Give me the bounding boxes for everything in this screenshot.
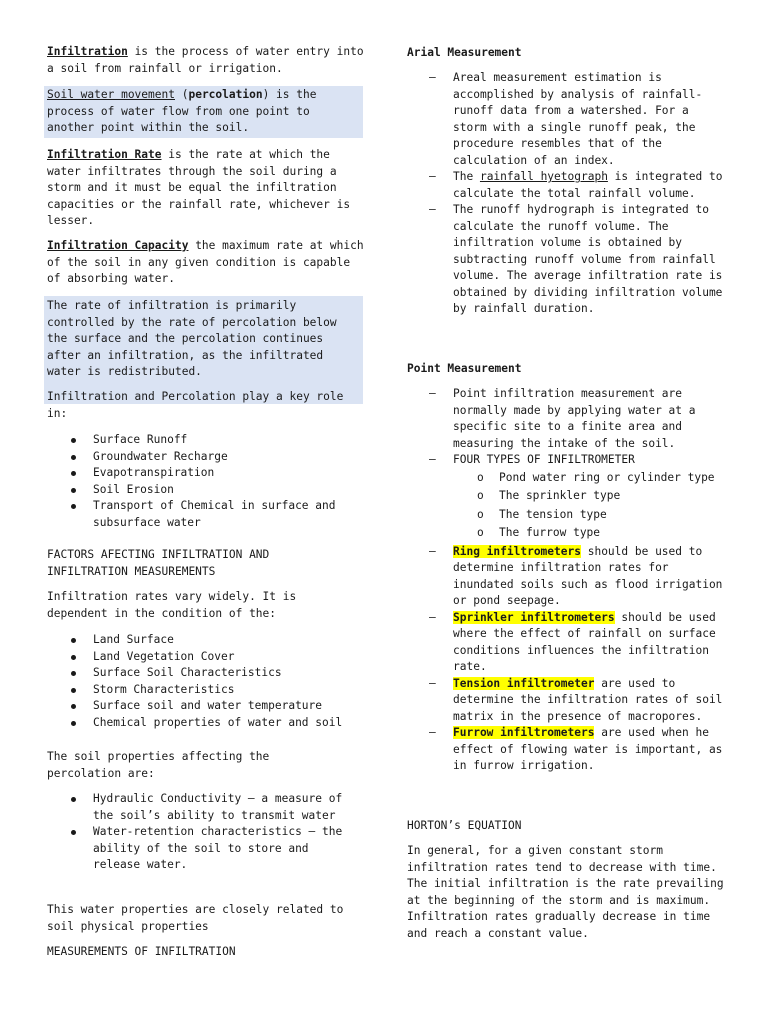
infiltration-capacity-definition: Infiltration Capacity the maximum rate at which of the soil in any given condition is capable of absorbing water. (47, 239, 364, 285)
list-item: Groundwater Recharge (47, 449, 365, 466)
highlight-sprinkler-infiltrometers: Sprinkler infiltrometers (453, 610, 615, 624)
measurements-heading: MEASUREMENTS OF INFILTRATION (47, 945, 236, 958)
term-soil-water-movement: Soil water movement (47, 88, 175, 101)
soil-properties-intro: The soil properties affecting the percolation are: (47, 750, 270, 780)
soil-properties-list (47, 791, 347, 874)
list-item: Land Surface (47, 632, 365, 649)
list-item: – The rainfall hyetograph is integrated to calculate the total rainfall volume. (407, 169, 725, 202)
term-rainfall-hyetograph: rainfall hyetograph (479, 170, 608, 183)
point-measurement-list (407, 386, 725, 775)
infiltrometer-types-list (453, 470, 725, 542)
highlight-furrow-infiltrometers: Furrow infiltrometers (453, 726, 595, 739)
list-item: – The runoff hydrograph is integrated to calculate the runoff volume. The infiltration volume is obtained by subtracting runoff volume from rainfall volume. The average infiltration rate is obtained by dividing infiltration volume by rainfall duration. (407, 202, 725, 318)
list-item: Soil Erosion (47, 482, 365, 499)
list-item: Water-retention characteristics – the ability of the soil to store and release water. (47, 824, 347, 874)
rate-of-infiltration-paragraph: The rate of infiltration is primarily controlled by the rate of percolation below the surface and the percolation continues after an infiltration, as the infiltrated water is redistributed. (47, 299, 337, 378)
factors-list (47, 632, 365, 731)
water-properties-paragraph: This water properties are closely related to soil physical properties (47, 903, 344, 933)
list-item: – Ring infiltrometers should be used to determine infiltration rates for inundated soils such as flood irrigation or pond seepage. (407, 544, 725, 610)
term-percolation: percolation (188, 88, 263, 101)
infiltrometer-types-label: FOUR TYPES OF INFILTROMETER (453, 453, 635, 466)
factors-heading: FACTORS AFECTING INFILTRATION AND INFILTRATION MEASUREMENTS (47, 548, 270, 578)
list-item: – Areal measurement estimation is accomplished by analysis of rainfall-runoff data from a watershed. For a storm with a single runoff peak, the procedure resembles that of the calculation of an index. (407, 70, 725, 169)
list-item: – Point infiltration measurement are normally made by applying water at a specific site to a finite area and measuring the intake of the soil. (407, 386, 725, 452)
rates-vary-paragraph: Infiltration rates vary widely. It is dependent in the condition of the: (47, 590, 297, 620)
highlight-tension-infiltrometer: Tension infiltrometer (453, 676, 595, 690)
list-item: Land Vegetation Cover (47, 649, 365, 666)
list-item: Evapotranspiration (47, 465, 365, 482)
hortons-equation-paragraph: In general, for a given constant storm infiltration rates tend to decrease with time. The initial infiltration is the rate prevailing at the beginning of the storm and is maximum. Infiltration rates gradually decrease in time and reach a constant value. (407, 844, 724, 940)
key-role-intro: Infiltration and Percolation play a key role in: (47, 390, 344, 420)
list-item (407, 452, 725, 542)
list-item: – Furrow infiltrometers are used when he effect of flowing water is important, as in furrow irrigation. (407, 725, 725, 775)
highlight-ring-infiltrometers: Ring infiltrometers (453, 544, 581, 558)
list-item: Surface Soil Characteristics (47, 665, 365, 682)
soil-water-movement-definition: Soil water movement (percolation) is the process of water flow from one point to another point within the soil. (47, 88, 317, 134)
hortons-equation-heading: HORTON’s EQUATION (407, 819, 522, 832)
list-item: Chemical properties of water and soil (47, 715, 365, 732)
key-role-list (47, 432, 365, 531)
infiltration-rate-definition: Infiltration Rate is the rate at which the water infiltrates through the soil during a storm and it must be equal the infiltration capacities or the rainfall rate, whichever is lesser. (47, 148, 351, 227)
infiltration-definition: Infiltration is the process of water entry into a soil from rainfall or irrigation. (47, 45, 364, 75)
arial-measurement-heading: Arial Measurement (407, 46, 522, 59)
list-item: Storm Characteristics (47, 682, 365, 699)
list-item: o The tension type (453, 507, 725, 524)
term-infiltration: Infiltration (47, 45, 128, 58)
point-measurement-heading: Point Measurement (407, 362, 522, 375)
arial-measurement-list (407, 70, 725, 318)
list-item: Surface Runoff (47, 432, 365, 449)
term-infiltration-rate: Infiltration Rate (47, 148, 162, 161)
list-item: o Pond water ring or cylinder type (453, 470, 725, 487)
list-item: Transport of Chemical in surface and subsurface water (47, 498, 365, 531)
term-infiltration-capacity: Infiltration Capacity (47, 239, 189, 252)
list-item: o The sprinkler type (453, 488, 725, 505)
list-item: – Sprinkler infiltrometers should be used where the effect of rainfall on surface conditions influences the infiltration rate. (407, 610, 725, 676)
list-item: Surface soil and water temperature (47, 698, 365, 715)
list-item: o The furrow type (453, 525, 725, 542)
list-item: Hydraulic Conductivity – a measure of the soil’s ability to transmit water (47, 791, 347, 824)
list-item: – Tension infiltrometer are used to determine the infiltration rates of soil matrix in the presence of macropores. (407, 676, 725, 726)
